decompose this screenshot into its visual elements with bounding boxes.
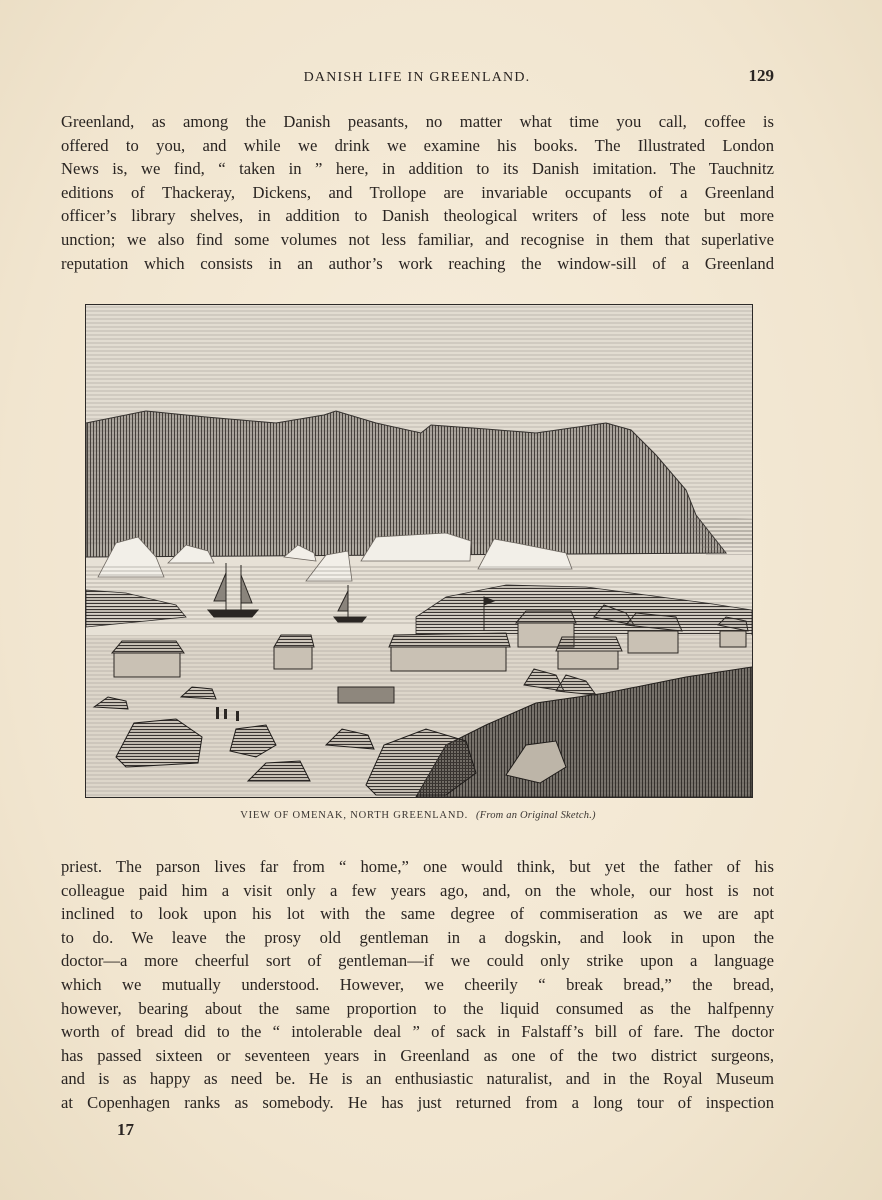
- text-line: News is, we find, “ taken in ” here, in addition to its Danish imitation. The Tauchnitz: [61, 159, 774, 179]
- text-line: at Copenhagen ranks as somebody. He has just returned from a long tour of inspection: [61, 1092, 774, 1112]
- text-line: offered to you, and while we drink we examine his books. The Illustrated London: [61, 135, 774, 155]
- engraving-illustration: [86, 305, 752, 797]
- text-line: however, bearing about the same proportion to the liquid consumed as the halfpenny: [61, 998, 774, 1018]
- text-line: and is as happy as need be. He is an enthusiastic naturalist, and in the Royal Museum: [61, 1069, 774, 1089]
- text-line: colleague paid him a visit only a few years ago, and, on the whole, our host is not: [61, 880, 774, 900]
- text-line: inclined to look upon his lot with the same degree of commiseration as we are apt: [61, 904, 774, 924]
- text-line: doctor—a more cheerful sort of gentleman—if we could only strike upon a language: [61, 951, 774, 971]
- bottom-paragraph: [61, 855, 774, 1115]
- page-number: 129: [748, 66, 774, 85]
- text-line: officer’s library shelves, in addition to Danish theological writers of less note but more: [61, 206, 774, 226]
- iceberg: [361, 533, 471, 561]
- text-line: to do. We leave the prosy old gentleman in a dogskin, and look in upon the: [61, 927, 774, 947]
- text-line: reputation which consists in an author’s work reaching the window-sill of a Greenland: [61, 253, 774, 273]
- figure-caption: [85, 810, 751, 821]
- top-paragraph: [61, 110, 774, 275]
- text-line: priest. The parson lives far from “ home,” one would think, but yet the father of his: [61, 857, 774, 876]
- caption-source: (From an Original Sketch.): [476, 810, 596, 821]
- text-line: editions of Thackeray, Dickens, and Trollope are invariable occupants of a Greenland: [61, 182, 774, 202]
- engraving-omenak: [85, 304, 753, 798]
- caption-title: VIEW OF OMENAK, NORTH GREENLAND.: [240, 810, 469, 821]
- text-line: worth of bread did to the “ intolerable deal ” of sack in Falstaff’s bill of fare. The doctor: [61, 1022, 774, 1042]
- text-line: Greenland, as among the Danish peasants, no matter what time you call, coffee is: [61, 112, 774, 131]
- running-title: DANISH LIFE IN GREENLAND.: [303, 70, 531, 85]
- text-line: has passed sixteen or seventeen years in Greenland as one of the two district surgeons,: [61, 1045, 774, 1065]
- text-line: unction; we also find some volumes not less familiar, and recognise in them that superlative: [61, 229, 774, 249]
- running-head: [60, 66, 774, 94]
- signature-mark: 17: [117, 1120, 134, 1139]
- text-line: which we mutually understood. However, we cheerily “ break bread,” the bread,: [61, 974, 774, 994]
